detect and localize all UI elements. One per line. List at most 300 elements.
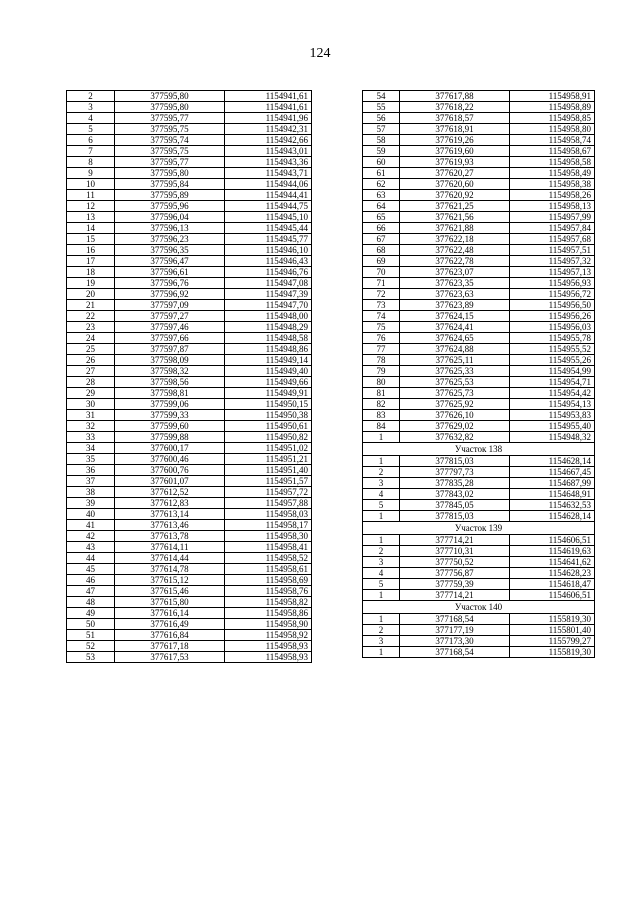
point-number: 3 xyxy=(363,636,400,647)
table-row xyxy=(363,388,595,399)
table-row xyxy=(67,410,312,421)
table-row xyxy=(67,234,312,245)
x-coordinate: 377624,65 xyxy=(400,333,510,344)
point-number: 34 xyxy=(67,443,115,454)
y-coordinate: 1154956,50 xyxy=(510,300,595,311)
table-row xyxy=(363,478,595,489)
y-coordinate: 1154958,85 xyxy=(510,113,595,124)
y-coordinate: 1154948,29 xyxy=(225,322,312,333)
x-coordinate: 377596,23 xyxy=(115,234,225,245)
table-row xyxy=(67,465,312,476)
table-row xyxy=(363,535,595,546)
x-coordinate: 377629,02 xyxy=(400,421,510,432)
x-coordinate: 377620,60 xyxy=(400,179,510,190)
x-coordinate: 377596,61 xyxy=(115,267,225,278)
point-number: 29 xyxy=(67,388,115,399)
y-coordinate: 1154958,58 xyxy=(510,157,595,168)
y-coordinate: 1154957,88 xyxy=(225,498,312,509)
point-number: 41 xyxy=(67,520,115,531)
table-row xyxy=(363,179,595,190)
point-number: 26 xyxy=(67,355,115,366)
section-header-row xyxy=(363,601,595,614)
table-row xyxy=(363,456,595,467)
table-row xyxy=(363,256,595,267)
point-number: 82 xyxy=(363,399,400,410)
x-coordinate: 377625,33 xyxy=(400,366,510,377)
y-coordinate: 1154942,66 xyxy=(225,135,312,146)
point-number: 16 xyxy=(67,245,115,256)
point-number: 55 xyxy=(363,102,400,113)
y-coordinate: 1154632,53 xyxy=(510,500,595,511)
y-coordinate: 1154958,03 xyxy=(225,509,312,520)
x-coordinate: 377621,25 xyxy=(400,201,510,212)
y-coordinate: 1154944,41 xyxy=(225,190,312,201)
point-number: 52 xyxy=(67,641,115,652)
point-number: 56 xyxy=(363,113,400,124)
x-coordinate: 377595,89 xyxy=(115,190,225,201)
y-coordinate: 1154958,76 xyxy=(225,586,312,597)
y-coordinate: 1154950,38 xyxy=(225,410,312,421)
y-coordinate: 1154958,67 xyxy=(510,146,595,157)
table-row xyxy=(363,344,595,355)
point-number: 53 xyxy=(67,652,115,663)
y-coordinate: 1154958,17 xyxy=(225,520,312,531)
table-row xyxy=(363,300,595,311)
table-row xyxy=(67,168,312,179)
point-number: 1 xyxy=(363,535,400,546)
table-row xyxy=(67,608,312,619)
y-coordinate: 1154958,90 xyxy=(225,619,312,630)
point-number: 3 xyxy=(363,557,400,568)
point-number: 65 xyxy=(363,212,400,223)
section-header-row xyxy=(363,522,595,535)
y-coordinate: 1154628,23 xyxy=(510,568,595,579)
point-number: 20 xyxy=(67,289,115,300)
point-number: 63 xyxy=(363,190,400,201)
point-number: 10 xyxy=(67,179,115,190)
point-number: 22 xyxy=(67,311,115,322)
section-title: Участок 139 xyxy=(363,522,595,535)
y-coordinate: 1154943,71 xyxy=(225,168,312,179)
table-row xyxy=(67,443,312,454)
table-row xyxy=(363,146,595,157)
y-coordinate: 1154958,38 xyxy=(510,179,595,190)
table-row xyxy=(363,91,595,102)
point-number: 40 xyxy=(67,509,115,520)
table-row xyxy=(363,212,595,223)
x-coordinate: 377625,92 xyxy=(400,399,510,410)
table-row xyxy=(67,641,312,652)
point-number: 42 xyxy=(67,531,115,542)
point-number: 31 xyxy=(67,410,115,421)
point-number: 79 xyxy=(363,366,400,377)
y-coordinate: 1154958,80 xyxy=(510,124,595,135)
point-number: 11 xyxy=(67,190,115,201)
x-coordinate: 377615,80 xyxy=(115,597,225,608)
point-number: 49 xyxy=(67,608,115,619)
x-coordinate: 377623,89 xyxy=(400,300,510,311)
point-number: 68 xyxy=(363,245,400,256)
x-coordinate: 377621,56 xyxy=(400,212,510,223)
point-number: 9 xyxy=(67,168,115,179)
x-coordinate: 377595,77 xyxy=(115,157,225,168)
table-row xyxy=(363,135,595,146)
y-coordinate: 1154667,45 xyxy=(510,467,595,478)
point-number: 74 xyxy=(363,311,400,322)
x-coordinate: 377618,91 xyxy=(400,124,510,135)
table-row xyxy=(67,619,312,630)
table-row xyxy=(363,614,595,625)
y-coordinate: 1154949,91 xyxy=(225,388,312,399)
x-coordinate: 377614,11 xyxy=(115,542,225,553)
y-coordinate: 1154619,63 xyxy=(510,546,595,557)
x-coordinate: 377600,46 xyxy=(115,454,225,465)
y-coordinate: 1154606,51 xyxy=(510,590,595,601)
table-row xyxy=(363,467,595,478)
x-coordinate: 377177,19 xyxy=(400,625,510,636)
x-coordinate: 377597,09 xyxy=(115,300,225,311)
point-number: 78 xyxy=(363,355,400,366)
table-row xyxy=(67,267,312,278)
x-coordinate: 377618,57 xyxy=(400,113,510,124)
table-row xyxy=(67,432,312,443)
table-row xyxy=(67,553,312,564)
x-coordinate: 377596,35 xyxy=(115,245,225,256)
x-coordinate: 377595,77 xyxy=(115,113,225,124)
table-row xyxy=(67,245,312,256)
point-number: 51 xyxy=(67,630,115,641)
y-coordinate: 1154606,51 xyxy=(510,535,595,546)
point-number: 64 xyxy=(363,201,400,212)
y-coordinate: 1154950,61 xyxy=(225,421,312,432)
table-row xyxy=(67,146,312,157)
y-coordinate: 1154951,40 xyxy=(225,465,312,476)
point-number: 12 xyxy=(67,201,115,212)
table-row xyxy=(67,542,312,553)
point-number: 58 xyxy=(363,135,400,146)
point-number: 69 xyxy=(363,256,400,267)
x-coordinate: 377613,14 xyxy=(115,509,225,520)
table-row xyxy=(67,454,312,465)
x-coordinate: 377613,78 xyxy=(115,531,225,542)
table-row xyxy=(67,344,312,355)
section-header-row xyxy=(363,443,595,456)
x-coordinate: 377614,44 xyxy=(115,553,225,564)
y-coordinate: 1154618,47 xyxy=(510,579,595,590)
table-row xyxy=(67,179,312,190)
x-coordinate: 377599,33 xyxy=(115,410,225,421)
y-coordinate: 1154958,74 xyxy=(510,135,595,146)
table-row xyxy=(67,322,312,333)
y-coordinate: 1154958,91 xyxy=(510,91,595,102)
table-row xyxy=(363,267,595,278)
table-row xyxy=(363,113,595,124)
table-row xyxy=(67,333,312,344)
x-coordinate: 377598,56 xyxy=(115,377,225,388)
y-coordinate: 1154941,61 xyxy=(225,91,312,102)
point-number: 5 xyxy=(363,500,400,511)
y-coordinate: 1154947,39 xyxy=(225,289,312,300)
y-coordinate: 1154947,08 xyxy=(225,278,312,289)
x-coordinate: 377596,47 xyxy=(115,256,225,267)
x-coordinate: 377616,84 xyxy=(115,630,225,641)
point-number: 48 xyxy=(67,597,115,608)
x-coordinate: 377626,10 xyxy=(400,410,510,421)
table-row xyxy=(363,410,595,421)
point-number: 77 xyxy=(363,344,400,355)
point-number: 2 xyxy=(363,467,400,478)
x-coordinate: 377622,78 xyxy=(400,256,510,267)
x-coordinate: 377710,31 xyxy=(400,546,510,557)
table-row xyxy=(363,590,595,601)
y-coordinate: 1155799,27 xyxy=(510,636,595,647)
table-row xyxy=(67,223,312,234)
x-coordinate: 377595,80 xyxy=(115,102,225,113)
x-coordinate: 377600,76 xyxy=(115,465,225,476)
x-coordinate: 377597,87 xyxy=(115,344,225,355)
point-number: 70 xyxy=(363,267,400,278)
table-row xyxy=(363,245,595,256)
point-number: 1 xyxy=(363,456,400,467)
x-coordinate: 377624,88 xyxy=(400,344,510,355)
y-coordinate: 1154945,44 xyxy=(225,223,312,234)
table-row xyxy=(67,652,312,663)
x-coordinate: 377625,11 xyxy=(400,355,510,366)
y-coordinate: 1154955,52 xyxy=(510,344,595,355)
x-coordinate: 377599,06 xyxy=(115,399,225,410)
y-coordinate: 1154946,76 xyxy=(225,267,312,278)
y-coordinate: 1154958,52 xyxy=(225,553,312,564)
point-number: 2 xyxy=(363,625,400,636)
section-title: Участок 140 xyxy=(363,601,595,614)
x-coordinate: 377620,27 xyxy=(400,168,510,179)
x-coordinate: 377617,53 xyxy=(115,652,225,663)
point-number: 1 xyxy=(363,590,400,601)
point-number: 72 xyxy=(363,289,400,300)
x-coordinate: 377612,83 xyxy=(115,498,225,509)
x-coordinate: 377595,84 xyxy=(115,179,225,190)
y-coordinate: 1154943,36 xyxy=(225,157,312,168)
x-coordinate: 377756,87 xyxy=(400,568,510,579)
point-number: 76 xyxy=(363,333,400,344)
y-coordinate: 1154957,99 xyxy=(510,212,595,223)
x-coordinate: 377596,04 xyxy=(115,212,225,223)
section-title: Участок 138 xyxy=(363,443,595,456)
x-coordinate: 377613,46 xyxy=(115,520,225,531)
y-coordinate: 1154954,99 xyxy=(510,366,595,377)
point-number: 23 xyxy=(67,322,115,333)
y-coordinate: 1154943,01 xyxy=(225,146,312,157)
y-coordinate: 1154958,93 xyxy=(225,641,312,652)
point-number: 4 xyxy=(363,568,400,579)
y-coordinate: 1154951,57 xyxy=(225,476,312,487)
y-coordinate: 1154957,51 xyxy=(510,245,595,256)
table-row xyxy=(363,399,595,410)
y-coordinate: 1154957,84 xyxy=(510,223,595,234)
table-row xyxy=(67,421,312,432)
point-number: 8 xyxy=(67,157,115,168)
x-coordinate: 377616,14 xyxy=(115,608,225,619)
x-coordinate: 377616,49 xyxy=(115,619,225,630)
x-coordinate: 377835,28 xyxy=(400,478,510,489)
x-coordinate: 377168,54 xyxy=(400,647,510,658)
y-coordinate: 1154955,40 xyxy=(510,421,595,432)
point-number: 36 xyxy=(67,465,115,476)
x-coordinate: 377622,48 xyxy=(400,245,510,256)
y-coordinate: 1154949,40 xyxy=(225,366,312,377)
x-coordinate: 377617,88 xyxy=(400,91,510,102)
table-row xyxy=(363,355,595,366)
x-coordinate: 377597,27 xyxy=(115,311,225,322)
y-coordinate: 1154956,03 xyxy=(510,322,595,333)
y-coordinate: 1155819,30 xyxy=(510,614,595,625)
y-coordinate: 1154953,83 xyxy=(510,410,595,421)
point-number: 84 xyxy=(363,421,400,432)
y-coordinate: 1155819,30 xyxy=(510,647,595,658)
y-coordinate: 1154687,99 xyxy=(510,478,595,489)
point-number: 5 xyxy=(67,124,115,135)
x-coordinate: 377596,76 xyxy=(115,278,225,289)
table-row xyxy=(363,124,595,135)
point-number: 60 xyxy=(363,157,400,168)
y-coordinate: 1154941,96 xyxy=(225,113,312,124)
point-number: 4 xyxy=(363,489,400,500)
y-coordinate: 1154955,78 xyxy=(510,333,595,344)
table-row xyxy=(363,223,595,234)
table-row xyxy=(363,322,595,333)
table-row xyxy=(363,201,595,212)
y-coordinate: 1154945,77 xyxy=(225,234,312,245)
point-number: 66 xyxy=(363,223,400,234)
table-row xyxy=(363,289,595,300)
point-number: 14 xyxy=(67,223,115,234)
y-coordinate: 1154957,32 xyxy=(510,256,595,267)
point-number: 43 xyxy=(67,542,115,553)
x-coordinate: 377619,60 xyxy=(400,146,510,157)
point-number: 17 xyxy=(67,256,115,267)
point-number: 1 xyxy=(363,647,400,658)
y-coordinate: 1154954,71 xyxy=(510,377,595,388)
table-row xyxy=(363,579,595,590)
y-coordinate: 1154941,61 xyxy=(225,102,312,113)
table-row xyxy=(363,311,595,322)
x-coordinate: 377599,88 xyxy=(115,432,225,443)
table-row xyxy=(363,546,595,557)
table-row xyxy=(67,476,312,487)
point-number: 62 xyxy=(363,179,400,190)
point-number: 33 xyxy=(67,432,115,443)
x-coordinate: 377600,17 xyxy=(115,443,225,454)
y-coordinate: 1154945,10 xyxy=(225,212,312,223)
y-coordinate: 1154950,82 xyxy=(225,432,312,443)
y-coordinate: 1154947,70 xyxy=(225,300,312,311)
table-row xyxy=(67,157,312,168)
table-row xyxy=(67,300,312,311)
y-coordinate: 1154958,13 xyxy=(510,201,595,212)
x-coordinate: 377620,92 xyxy=(400,190,510,201)
y-coordinate: 1154948,86 xyxy=(225,344,312,355)
page-number: 124 xyxy=(309,46,331,61)
point-number: 71 xyxy=(363,278,400,289)
x-coordinate: 377595,75 xyxy=(115,146,225,157)
y-coordinate: 1154951,21 xyxy=(225,454,312,465)
y-coordinate: 1154956,72 xyxy=(510,289,595,300)
point-number: 35 xyxy=(67,454,115,465)
x-coordinate: 377623,07 xyxy=(400,267,510,278)
table-row xyxy=(67,289,312,300)
point-number: 27 xyxy=(67,366,115,377)
table-row xyxy=(67,190,312,201)
point-number: 1 xyxy=(363,511,400,522)
point-number: 80 xyxy=(363,377,400,388)
table-row xyxy=(67,256,312,267)
table-row xyxy=(363,278,595,289)
x-coordinate: 377625,73 xyxy=(400,388,510,399)
table-row xyxy=(67,212,312,223)
x-coordinate: 377714,21 xyxy=(400,590,510,601)
x-coordinate: 377624,41 xyxy=(400,322,510,333)
table-row xyxy=(363,568,595,579)
point-number: 21 xyxy=(67,300,115,311)
point-number: 44 xyxy=(67,553,115,564)
point-number: 1 xyxy=(363,614,400,625)
y-coordinate: 1154648,91 xyxy=(510,489,595,500)
point-number: 45 xyxy=(67,564,115,575)
x-coordinate: 377815,03 xyxy=(400,511,510,522)
table-row xyxy=(67,575,312,586)
y-coordinate: 1154954,13 xyxy=(510,399,595,410)
x-coordinate: 377612,52 xyxy=(115,487,225,498)
point-number: 30 xyxy=(67,399,115,410)
table-row xyxy=(363,557,595,568)
table-row xyxy=(363,333,595,344)
y-coordinate: 1154948,32 xyxy=(510,432,595,443)
y-coordinate: 1154957,13 xyxy=(510,267,595,278)
point-number: 5 xyxy=(363,579,400,590)
y-coordinate: 1154944,75 xyxy=(225,201,312,212)
table-row xyxy=(363,157,595,168)
point-number: 32 xyxy=(67,421,115,432)
y-coordinate: 1154955,26 xyxy=(510,355,595,366)
point-number: 75 xyxy=(363,322,400,333)
x-coordinate: 377619,93 xyxy=(400,157,510,168)
y-coordinate: 1154950,15 xyxy=(225,399,312,410)
table-row xyxy=(363,625,595,636)
table-row xyxy=(67,498,312,509)
x-coordinate: 377750,52 xyxy=(400,557,510,568)
table-row xyxy=(363,511,595,522)
y-coordinate: 1154958,41 xyxy=(225,542,312,553)
table-row xyxy=(363,234,595,245)
x-coordinate: 377759,39 xyxy=(400,579,510,590)
y-coordinate: 1154958,61 xyxy=(225,564,312,575)
y-coordinate: 1154951,02 xyxy=(225,443,312,454)
y-coordinate: 1154949,66 xyxy=(225,377,312,388)
x-coordinate: 377599,60 xyxy=(115,421,225,432)
x-coordinate: 377615,12 xyxy=(115,575,225,586)
coordinates-table-right xyxy=(362,90,595,658)
y-coordinate: 1154641,62 xyxy=(510,557,595,568)
table-row xyxy=(67,630,312,641)
table-row xyxy=(363,489,595,500)
x-coordinate: 377595,96 xyxy=(115,201,225,212)
x-coordinate: 377845,05 xyxy=(400,500,510,511)
y-coordinate: 1154946,10 xyxy=(225,245,312,256)
y-coordinate: 1154958,49 xyxy=(510,168,595,179)
y-coordinate: 1154628,14 xyxy=(510,456,595,467)
point-number: 73 xyxy=(363,300,400,311)
y-coordinate: 1154958,30 xyxy=(225,531,312,542)
